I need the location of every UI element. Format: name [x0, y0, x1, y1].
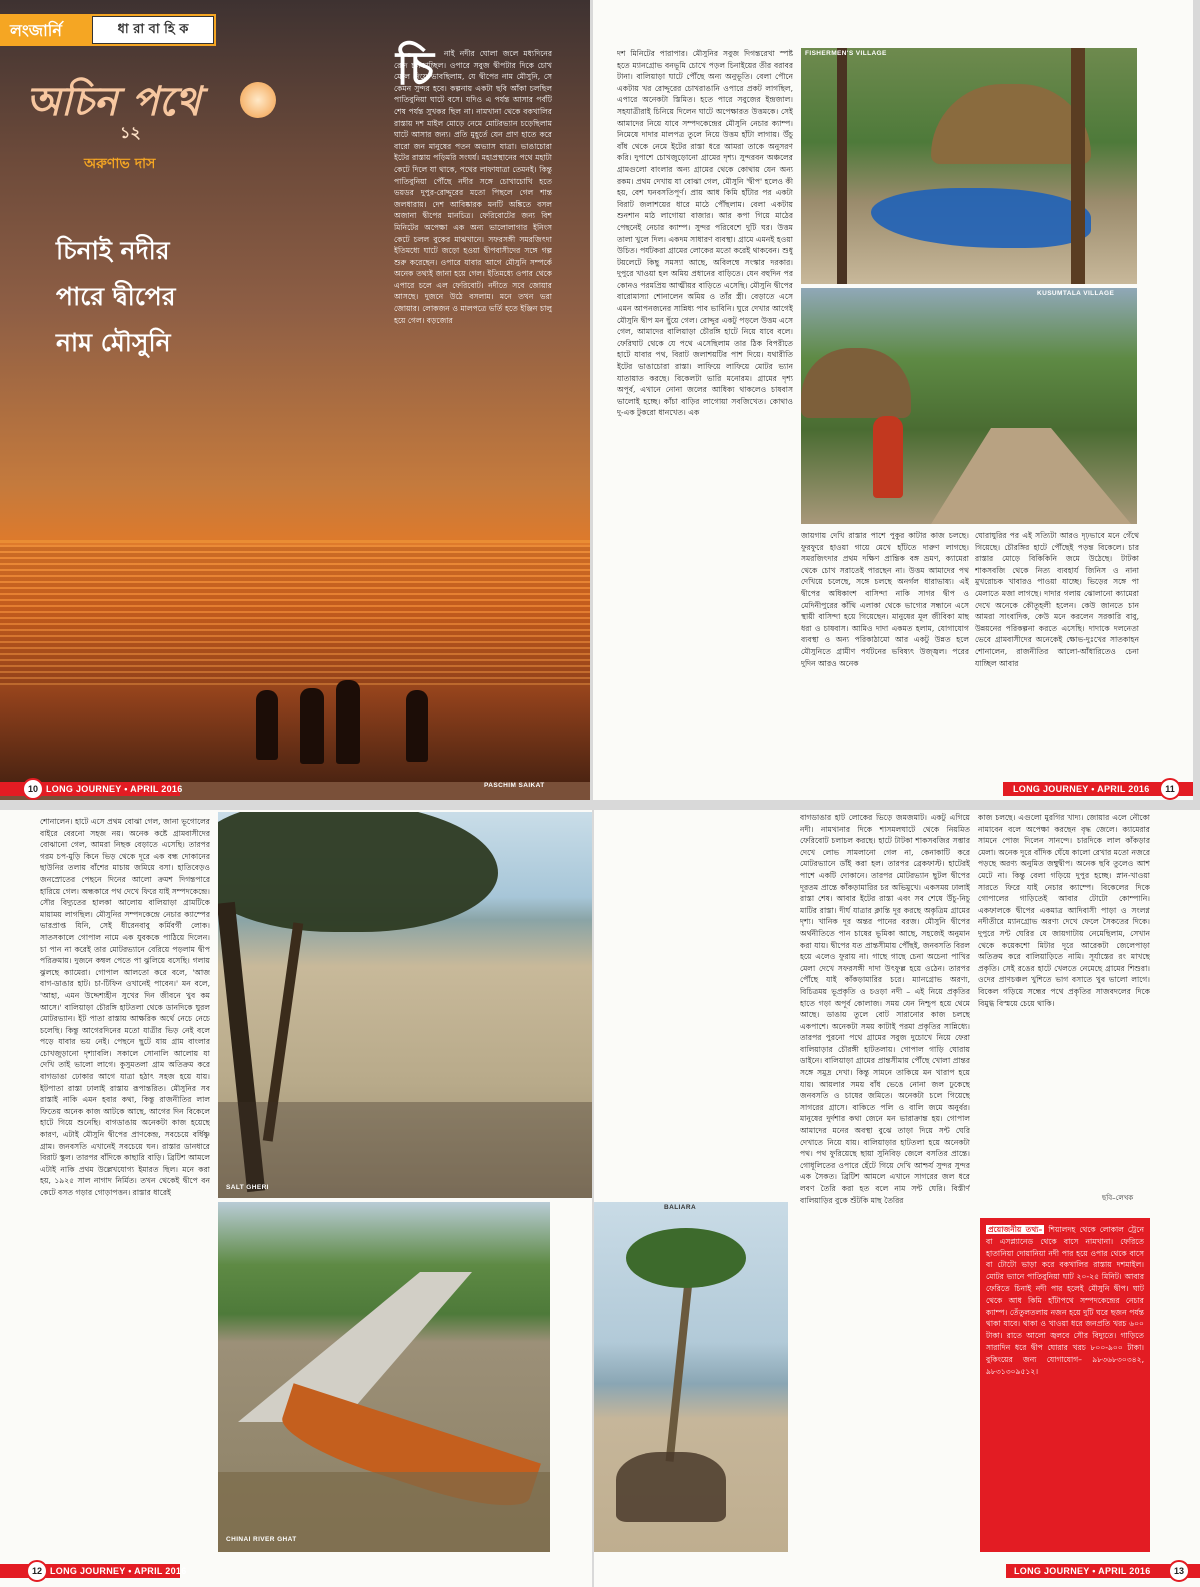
baliara-photo: [594, 1202, 788, 1552]
photo-caption: CHINAI RIVER GHAT: [226, 1536, 297, 1543]
page-12: [0, 810, 592, 1587]
child-silhouette: [300, 688, 324, 764]
infobox-heading: প্রয়োজনীয় তথ্য–: [988, 1225, 1043, 1234]
column-title: অচিন পথে: [26, 78, 201, 125]
page-number: 10: [22, 778, 44, 800]
footer-text: LONG JOURNEY • APRIL 2016: [46, 784, 183, 794]
kusumtala-photo: [801, 288, 1137, 524]
photo-caption: PASCHIM SAIKAT: [484, 782, 545, 789]
headline-line: নাম মৌসুনি: [56, 328, 171, 357]
footer-text: LONG JOURNEY • APRIL 2016: [1014, 1566, 1151, 1576]
author-name: অরুণাভ দাস: [84, 156, 156, 172]
page-number: 11: [1159, 778, 1181, 800]
page-10: [0, 0, 590, 800]
sea-shine: [0, 545, 590, 685]
tree-canopy: [218, 812, 498, 932]
woman-figure: [873, 416, 903, 498]
page-number: 12: [26, 1560, 48, 1582]
issue-date: APRIL 2016: [130, 784, 183, 794]
magazine-name: LONG JOURNEY: [46, 784, 122, 794]
magazine-name: LONG JOURNEY: [1013, 784, 1089, 794]
salt-gheri-photo: [218, 812, 592, 1198]
mud-path: [931, 428, 1131, 524]
page-11: [593, 0, 1193, 800]
article-column: নাই নদীর ঘোলা জলে মধ্যদিনের রোদ চলকাচ্ছিল। ওপারে সবুজ দ্বীপটার দিকে চোখ মেলে দিয়ে ভাবছিলাম, যে দ্বীপের নাম মৌসুনি, সে কেমন সুন্দর হবে। কল্পনায় একটা ছবি আঁকা চলছিল পাতিবুনিয়া ঘাটে বসে। যদিও এ পর্যন্ত আসার পর্বটি শেষ পর্যন্ত সুখকর ছিল না। নামখানা থেকে বকখালির রাস্তায় দশ মাইল মোড়ে নেমে মোটরভ্যান চড়েছিলাম ঘাটে আসার জন্য। প্রতি মুহূর্তে যেন প্রাণ হাতে করে বারো জন মানুষের পতন অভ্যাস যাত্রা। ভাঙাচোরা ইটের রাস্তায় পড়িমরি সংঘর্ষ। মহাপ্রস্থানের পথে মহাটা কেটে দিলে যা থাকে, পথের লাফাযাত্রা তেমনই। কিন্তু পাতিবুনিয়া পৌঁছে নদীর সঙ্গে চোখাচোখি হতে ভয়ডর দুপুর-রোদ্দুরের মতো পিছলে গেল শান্ত জলধারায়। দেশ আবিষ্কারক মনটি অঙ্কিতে বসল অজানা দ্বীপের মানচিত্র। ফেরিবোটের জন্য বিশ মিনিটের অপেক্ষা এক অন্য ভালোলাগার ইনিংস কেটে চলল বুকের মাঝখানে। সফরসঙ্গী সমরজিৎদা ইতিমধ্যে ঘাটে জড়ো হওয়া দ্বীপবাসীদের সঙ্গে গল্প শুরু করেছেন। ওপারে যাবার আগে মৌসুনি সম্পর্কে অনেক তথ্যই জানা হয়ে গেল। ইতিমধ্যে ওপার থেকে এপারে চলে এল ফেরিবোট। নদীতে সবে জোয়ার আসছে। দুজনে উঠে বসলাম। মনে তখন ভরা জোয়ার। লোকজন ও মালপত্রে ভর্তি হতে ইঞ্জিন চালু হয়ে গেল। বড়জোর: [394, 49, 552, 325]
tree-shadow: [218, 1102, 592, 1198]
photo-caption: FISHERMEN'S VILLAGE: [805, 50, 887, 57]
fishing-net: [871, 188, 1091, 248]
sun: [240, 82, 276, 118]
headline: [56, 228, 256, 366]
issue-date: APRIL 2016: [1098, 1566, 1151, 1576]
issue-date: APRIL 2016: [1097, 784, 1150, 794]
footer-text: LONG JOURNEY • APRIL 2016: [50, 1566, 187, 1576]
infobox: [980, 1218, 1150, 1552]
photo-caption: BALIARA: [664, 1204, 697, 1211]
article-column: শোনালেন। হাটে এসে প্রথম বোঝা গেল, জানা ভূগোলের বাইরে বেরনো সহজ নয়। অনেক কষ্টে গ্রামবাসীদের বোঝানো গেল, আমরা নিছক বেড়াতে এসেছি। তারপর গরম চপ-মুড়ি কিনে ভিড় থেকে দূরে এক বন্ধ দোকানের ছাউনির তলায় বাঁশের মাচায় জমিয়ে বসা। হাতিবেড়ও জনস্রোতের পেছনে দিনের আলো ক্রমশ দিগন্তপারে হারিয়ে গেল। অন্ধকারে পথ দেখে ফিরে যাই সম্পদকেন্দ্রে। সৌর বিদ্যুতের হালকা আলোয় বালিয়াড়া গ্রামটিকে মায়াময় লাগছিল। মৌসুনির সম্পদকেন্দ্রে নেচার ক্যাম্পের ভারপ্রাপ্ত যিনি, সেই ধীরেনবাবু কর্মিবর্গী লোক। সাতসকালে গোপাল নামে এক যুবককে পাঠিয়ে দিলেন। চা পান না করেই তার মোটরভ্যানে বেরিয়ে পড়লাম দ্বীপ পরিক্রমায়। দুজনে কম্বল পেতে পা ঝুলিয়ে বসেছি। গলায় ঝুলছে ক্যামেরা। গোপাল আলতো করে বলে, 'আজ বাগ-ডাঙার হাট। চা-টিফিন ওখানেই পাবেন।' মন বলে, 'আহা, এমন উদ্দেশ্যহীন সুখের দিন জীবনে খুব কম আসে।' বালিয়াড়া চৌরঙ্গি হাটতলা থেকে ডানদিকে ঘুরল মোটরভ্যান। ইট পাতা রাস্তায় আক্ষরিক অর্থে নেচে নেচে চলেছি। কিন্তু আগেরদিনের মতো যাত্রীর ভিড় নেই বলে পড়ে যাবার ভয় নেই। পেছনে ছুটে যায় গ্রাম বাংলার চোখজুড়ানো দৃশ্যাবলি। সকালে সোনালি আলোয় যা দেখি তাই ভালো লাগে। কুসুমতলা গ্রাম অতিক্রম করে বাগডাঙা ঢোকার আগে যাত্রা হঠাৎ সহজ হয়ে যায়। ইটপাতা রাস্তা ঢালাই রাস্তায় রূপান্তরিত। মৌসুনির সব রাস্তাই নাকি এমন হবার কথা, কিন্তু রাজনীতির লাল ফিতেয় অনেক কাজ আটকে আছে, আগের দিন বিকেলে হাটে গিয়ে শুনেছি। বাগডাঙায় অনেকটা কাজ হয়েছে কারণ, এটাই মৌসুনি দ্বীপের প্রাণকেন্দ্র, সবচেয়ে বর্ধিষ্ণু গ্রাম। জনবসতি এখানেই সবচেয়ে ঘন। রাস্তার ডানধারে বিরাট স্কুল। তারপর বাঁদিকে কাছারি বাড়ি। ব্রিটিশ আমলে এটাই নাকি প্রথম উল্লেখযোগ্য ইমারত ছিল। মনে করা হয়, ১৯২৫ সাল নাগাদ নির্মিত। তখন থেকেই দ্বীপে বন কেটে বসত গড়ার গোড়াপত্তন। রাস্তার ধারেই: [40, 817, 210, 1197]
part-number: ১২: [120, 123, 141, 142]
credit: ছবি–লেখক: [1102, 1194, 1134, 1202]
article-column: ঘোরাঘুরির পর এই সত্যিটা আরও দৃঢ়ভাবে মনে গেঁথে গিয়েছে। চৌরঙ্গির হাটে পৌঁছেই পড়ন্ত বিকেলে। চার রাস্তার মোড়ে বিকিকিনি জমে উঠেছে। টাটকা শাকসবজি থেকে নিত্য ব্যবহার্য জিনিস ও নানা মুখরোচক খাবারও পাওয়া যাচ্ছে। ভিড়ের সঙ্গে পা মেলাতে মজা লাগছে। দাদার গলায় ঝোলানো ক্যামেরা দেখে অনেকে কৌতূহলী হলেন। কেউ জানতে চান আমরা সাংবাদিক, কেউ মনে করলেন সরকারি বাবু, উন্নয়নের পরিকল্পনা করতে এসেছি। দাদাকে দলনেতা ভেবে গ্রামবাসীদের অনেকেই ক্ষোভ-দুঃখের সাতকাহন শোনালেন, রাজনীতির আলো-আঁধারিতেও চেনা যাচ্ছিল আবার: [975, 531, 1139, 668]
palm-fronds: [626, 1228, 746, 1288]
article-column: জায়গায় দেখি রাস্তার পাশে পুকুর কাটার কাজ চলছে। ফুরফুরে হাওয়া গায়ে মেখে হাঁটতে দারুণ লাগছে। সমরজিৎদার প্রথম দক্ষিণ প্রান্তিক বঙ্গ ভ্রমণ, ক্যামেরা থেকে চোখ সরাতেই পারছেন না। উত্তম আমাদের পথ দেখিয়ে চলেছে, সঙ্গে চলছে অনর্গল ধারাভাষ্য। এই দ্বীপের অধিকাংশ বাসিন্দা নাকি সাগর দ্বীপ ও মেদিনীপুরের কাঁথি এলাকা থেকে ভাগ্যের সন্ধানে এসে স্থায়ী বাসিন্দা হয়ে গিয়েছেন। মানুষের মূল জীবিকা মাছ ধরা ও চাষবাস। আমিও দাদা একমত হলাম, যোগাযোগ ব্যবস্থা ও অন্য পরিকাঠামো আর একটু উন্নত হলে মৌসুনিতে গ্রামীণ পর্যটনের ভবিষ্যৎ উজ্জ্বল। পরের দুদিন আরও অনেক: [801, 531, 969, 668]
issue-date: APRIL 2016: [134, 1566, 187, 1576]
infobox-text: শিয়ালদহ থেকে লোকাল ট্রেনে বা এসপ্ল্যানেড থেকে বাসে নামখানা। ফেরিতে হাতানিয়া দোয়ানিয়া নদী পার হয়ে ওপার থেকে বাসে বা টোটো ভাড়া করে বকখালির রাস্তায় দশমাইল। মোটর ভ্যানে পাতিবুনিয়া ঘাট ২০-২৫ মিনিট। আবার ফেরিতে চিনাই নদী পার হলেই মৌসুনি দ্বীপ। ঘাট থেকে আধ কিমি হাঁটাপথে সম্পদকেন্দ্রের নেচার ক্যাম্প। তেঁতুলতলায় নজন হয়ে দুটি ঘরে ছজন পর্যন্ত থাকা যাবে। থাকা ও খাওয়া ধরে জনপ্রতি খরচ ৬০০ টাকা। রাতে আলো জ্বলবে সৌর বিদ্যুতে। গাড়িতে সারাদিন ধরে দ্বীপ ঘোরার খরচ ৮০০-৯০০ টাকা। বুকিংয়ের জন্য যোগাযোগ– ৯৮৩৬৮৩০৩৪২, ৯৮৩১৩০৯৫১২।: [986, 1225, 1144, 1376]
tree-trunk: [1071, 48, 1085, 284]
child-silhouette: [406, 690, 428, 762]
series-label: লংজার্নি: [10, 21, 62, 40]
page-number: 13: [1168, 1560, 1190, 1582]
photo-caption: SALT GHERI: [226, 1184, 269, 1191]
article-column: বাগডাঙার হাট লোকের ভিড়ে জমজমাট। একটু এগিয়ে নদী। নামখানার দিকে শাসমলঘাটে থেকে নিয়মিত ফেরিবোট চলাচল করছে। হাটে টাটকা শাকসবজির সম্ভার দেখে লোভ সামলানো গেল না, কেনাকাটি করে মোটরভ্যানে ডাঁই করা হল। তারপর ব্রেকফাস্ট। হাটেরই পাশে একটি দোকানে। তারপর মোটরভ্যান ছুটল দ্বীপের দূরতম প্রান্তে কাঁকড়ামারির চর অভিমুখে। একসময় ঢালাই রাস্তা শেষ। আবার ইটের রাস্তা এবং সব শেষে উঁচু-নিচু মাটির রাস্তা। দীর্ঘ যাত্রার ক্লান্তি দূর করছে অকৃত্রিম গ্রামের দৃশ্য। খানিক দূর অন্তর পানের বরজ। মৌসুনি দ্বীপের অর্থনীতিতে পান চাষের ভূমিকা আছে, সহজেই অনুমান করা যায়। দ্বীপের যত প্রান্তসীমায় পৌঁছই, জনবসতি বিরল হয়ে এলেও ফুরায় না। গাছে গাছে চেনা অচেনা পাখির মেলা দেখে সফরসঙ্গী দাদা উৎফুল্ল হয়ে ওঠেন। তারপর পৌঁছে যাই কাঁকড়ামারির চরে। ম্যানগ্রোভ অরণ্য, বিচিত্রময় ভূপ্রকৃতি ও চওড়া নদী – এই নিয়ে প্রকৃতির হাতে গড়া অপূর্ব কোলাজ। সময় যেন নিশ্চুপ হয়ে থেমে আছে। ডাঙায় তুলে বোট সারানোর কাজ চলছে একপাশে। অনেকটা সময় কাটাই পরমা প্রকৃতির সান্নিধ্যে। তারপর পুরনো পথে গ্রামের সবুজ দুচোখে নিয়ে ফেরা বালিয়াড়ার চৌরঙ্গী হাটতলায়। গোপাল গাড়ি ঘোরায় ডাইনে। বালিয়াড়া গ্রামের প্রান্তসীমায় পৌঁছে খোলা প্রান্তর সঙ্গে সমুদ্র দেখা। কিন্তু সামনে তাকিয়ে মন খারাপ হয়ে যায়। আয়লার সময় বাঁধ ভেঙে নোনা জল ঢুকেছে জনবসতি ও চাষের জমিতে। অনেকটা চলে গিয়েছে সাগরের গ্রাসে। বাকিতে পলি ও বালি জমে অনুর্বর। মানুষের দুর্দশার কথা জেনে মন ভারাক্রান্ত হয়। গোপাল আমাদের মনের অবস্থা বুঝে তাড়া দিয়ে সন্ট ঘেরি দেখাতে নিয়ে যায়। বালিয়াড়ার হাটতলা হয়ে অনেকটা পথ। পথ ফুরিয়েছে ছায়া সুনিবিড় জেলে বসতির প্রান্তে। গোধূলিতের ওপারে হেঁটে গিয়ে দেখি আশ্চর্য সুন্দর সুন্দর এক সৈকত। ব্রিটিশ আমলে এখানে সাগরের জল ধরে লবণ তৈরি করা হত বলে নাম সন্ট ঘেরি। বিস্তীর্ণ বালিয়াড়ির বুকে শুঁটকি মাছ তৈরির: [800, 813, 970, 1205]
embankment: [238, 1272, 498, 1422]
children-figures: [616, 1452, 726, 1522]
headline-line: পারে দ্বীপের: [56, 282, 176, 311]
page-13: [594, 810, 1200, 1587]
hut-roof: [801, 348, 911, 418]
palm-trunk: [666, 1262, 695, 1462]
footer-text: LONG JOURNEY • APRIL 2016: [1013, 784, 1150, 794]
chinai-river-ghat-photo: [218, 1202, 550, 1552]
magazine-name: LONG JOURNEY: [50, 1566, 126, 1576]
drop-cap: চি: [396, 41, 434, 95]
hut-roof: [931, 84, 1091, 164]
fishermen-photo: [801, 48, 1137, 284]
tree-trunk: [837, 48, 847, 284]
child-silhouette: [336, 680, 360, 764]
article-column: দশ মিনিটের পারাপার। মৌসুনির সবুজ দিগন্তরেখা স্পষ্ট হতে ম্যানগ্রোভ বনভূমি চোখে পড়ল চিনাইয়ের তীর বরাবর টানা। বালিয়াড়া ঘাটে পৌঁছে অন্য অনুভূতি। বেলা পৌনে একটায় খর রোদ্দুরের চোখরাঙানি ওপারে প্রকট লাগছিল, এপারে অনেকটা স্তিমিত। হতে পারে সবুজের ইন্দ্রজাল। সহযাত্রীরাই চিনিয়ে দিলেন ঘাটে অপেক্ষারত উত্তমকে। সেই আমাদের নিয়ে যাবে সম্পদকেন্দ্রের মৌসুনি নেচার ক্যাম্প। নিমেষে দাদার মালপত্র তুলে নিয়ে উত্তম হাঁটা লাগায়। উঁচু বাঁধ থেকে নেমে ইটের রাস্তা ধরে আমরা তাকে অনুসরণ করি। দুপাশে চোখজুড়োনো গ্রামের দৃশ্য। সুন্দরবন অঞ্চলের গ্রামগুলো বাংলার অন্য গ্রামের থেকে কোথায় যেন অন্য রকম। প্রথম দেখায় যা বোঝা গেল, মৌসুনি 'দ্বীপ' হলেও কী হয়, বেশ ঘনবসতিপূর্ণ। প্রায় আধ কিমি হাঁটার পর একটা বিরাট জলাশয়ের ধারে মাঠে পৌঁছলাম। বেলা একটায় শুনশান মাঠ লাগোয়া বাজার। আর কপা গিয়ে মাঠের পেছনেই নেচার ক্যাম্প। সুন্দর পরিবেশে দুটি ঘর। উত্তম তালা খুলে দিল। একদম সাধারণ ব্যবস্থা। গ্রামে এমনই হওয়া উচিত। পর্যটকরা গ্রামের লোকের মতো করেই থাকবেন। শুধু টয়লেটে কিছু সমস্যা আছে, অবিলম্বে সংস্কার দরকার। দুপুরে খাওয়া হল অমিয় প্রধানের বাড়িতে। যেন বহুদিন পর কোনও পরমপ্রিয় আত্মীয়র বাড়িতে এসেছি। মৌসুনি দ্বীপের বারোমাস্যা শোনালেন অমিয় ও তাঁর স্ত্রী। বেড়াতে এসে এমন আপনজনের সান্নিধ্য পাব ভাবিনি। ঘুরে দেখার আগেই মৌসুনি দ্বীপ মন ছুঁয়ে গেল। রোদ্দুর একটু পড়লে উত্তম এসে গেল, আমাদের বালিয়াড়া চৌরঙ্গি হাটে নিয়ে যাবে বলে। ফেরিঘাট থেকে যে পথে এসেছিলাম তার ঠিক বিপরীতে হাটে যাবার পথ, বিরাট জলাশয়টির পাশ দিয়ে। যথারীতি ইটের ভাঙাচোরা রাস্তা। লাফিয়ে লাফিয়ে মোটর ভ্যান যাতায়াত করছে। বিকেলটা ভারি মনোরম। গ্রামের দৃশ্য অপূর্ব, এখানে নোনা জলের আধিক্য থাকলেও চাষবাস ভালোই হচ্ছে। কাঁচা বাড়ির লাগোয়া সবজিখেত। কোথাও দু-এক টুকরো ধানখেত। এক: [617, 49, 793, 418]
headline-line: চিনাই নদীর: [56, 236, 170, 265]
article-column: কাজ চলছে। এগুলো মুরগির খাদ্য। জোয়ার এলে নৌকো নামাবেন বলে অপেক্ষা করছেন বৃদ্ধ জেলে। ক্যামেরার সামনে পোজ দিলেন সানন্দে। চারদিকে লাল কাঁকড়ার মেলা। অনেক দূরে বাঁদিক ঘেঁষে কালো রেখার মতো নজরে পড়ছে অরণ্য অনুমিত জম্বুদ্বীপ। অনেক ছবি তুলেও আশ মেটে না। কিন্তু বেলা গড়িয়ে দুপুর হচ্ছে। স্নান-খাওয়া সারতে ফিরে যাই নেচার ক্যাম্পে। বিকেলের দিকে গোপালের গাড়িতেই আবার টোটো কোম্পানি। একফালকে দ্বীপের একমাত্র আদিবাসী পাড়া ও সংলগ্ন নদীতীরে ম্যানগ্রোভ অরণ্য দেখে ফেলে সৈকতের দিকে। দুপুরে সন্ট ঘেরির যে জায়গাটায় নেমেছিলাম, সেখান থেকে কয়েকশো মিটার দূরে আরেকটা জেলেপাড়া অতিক্রম করে বালিয়াড়িতে নামি। সূর্যাস্তের রং মাখছে প্রকৃতি। সেই রঙের হাটে খেলতে নেমেছে গ্রামের শিশুরা। ওদের প্রাণচঞ্চল খুশিতে ভাগ বসাতে খুব ভালো লাগে। বিকেল গড়িয়ে সন্ধের পথে প্রকৃতির সাজবদলের দিকে বিমুগ্ধ বিস্ময়ে চেয়ে থাকি।: [978, 813, 1150, 1008]
magazine-name: LONG JOURNEY: [1014, 1566, 1090, 1576]
series-type-label: ধা রা বা হি ক: [92, 16, 214, 44]
horizon-line: [0, 540, 590, 543]
photo-caption: KUSUMTALA VILLAGE: [1037, 290, 1115, 297]
child-silhouette: [256, 690, 278, 760]
